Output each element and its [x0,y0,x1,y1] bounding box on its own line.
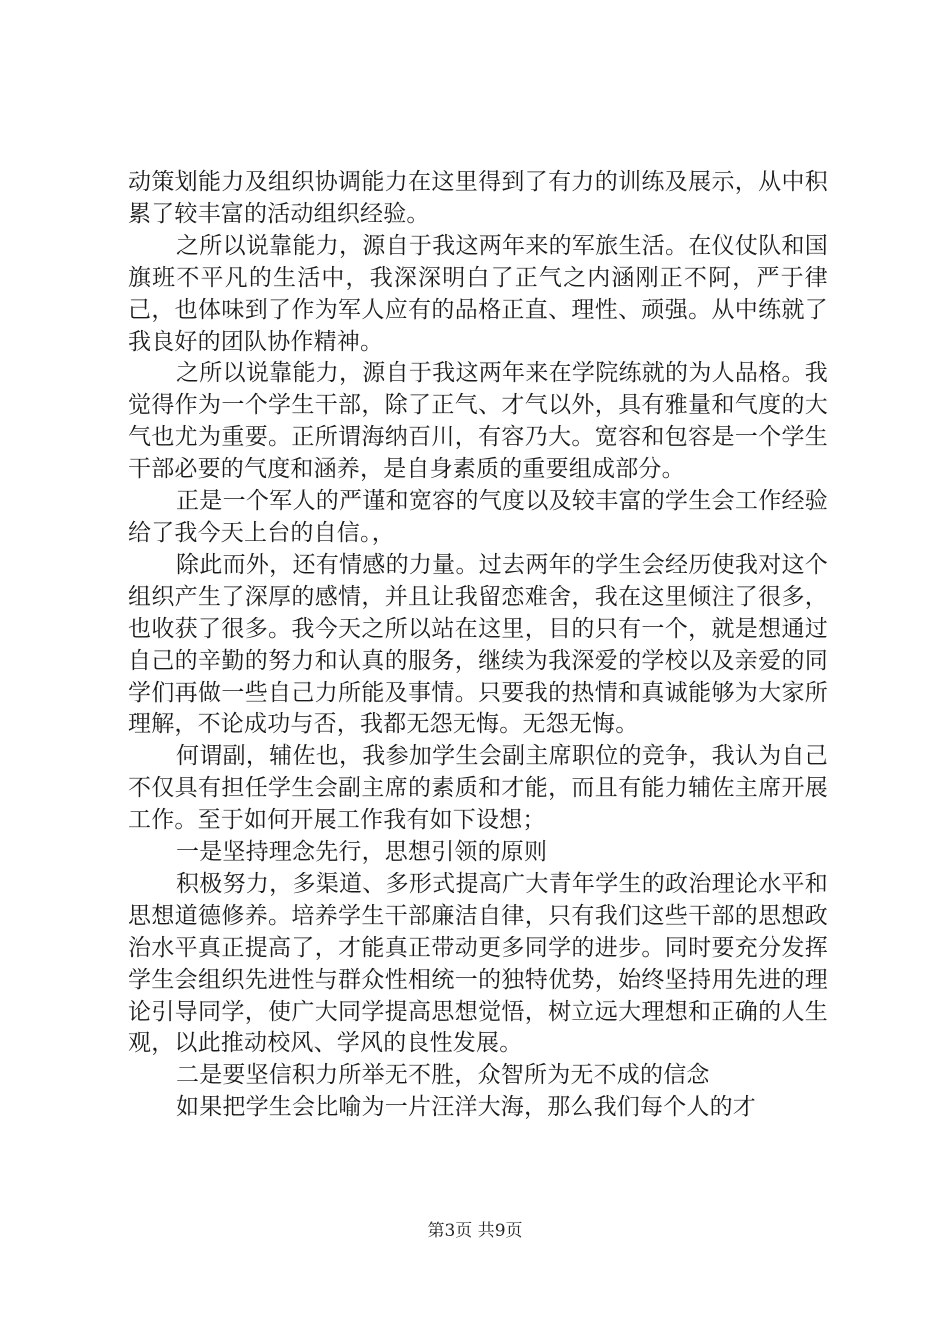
paragraph-4: 正是一个军人的严谨和宽容的气度以及较丰富的学生会工作经验给了我今天上台的自信。， [128,488,828,546]
paragraph-6: 何谓副，辅佐也，我参加学生会副主席职位的竞争，我认为自己不仅具有担任学生会副主席的素质和才能，而且有能力辅佐主席开展工作。至于如何开展工作我有如下设想； [128,743,828,834]
paragraph-7: 积极努力，多渠道、多形式提高广大青年学生的政治理论水平和思想道德修养。培养学生干部廉洁自律，只有我们这些干部的思想政治水平真正提高了，才能真正带动更多同学的进步。同时要充分发挥学生会组织先进性与群众性相统一的独特优势，始终坚持用先进的理论引导同学，使广大同学提高思想觉悟，树立远大理想和正确的人生观，以此推动校风、学风的良性发展。 [128,870,828,1057]
paragraph-3: 之所以说靠能力，源自于我这两年来在学院练就的为人品格。我觉得作为一个学生干部，除了正气、才气以外，具有雅量和气度的大气也尤为重要。正所谓海纳百川，有容乃大。宽容和包容是一个学生干部必要的气度和涵养，是自身素质的重要组成部分。 [128,360,828,483]
paragraph-2: 之所以说靠能力，源自于我这两年来的军旅生活。在仪仗队和国旗班不平凡的生活中，我深深明白了正气之内涵刚正不阿，严于律己，也体味到了作为军人应有的品格正直、理性、顽强。从中练就了我良好的团队协作精神。 [128,232,828,355]
paragraph-8: 如果把学生会比喻为一片汪洋大海，那么我们每个人的才 [176,1094,756,1121]
section-heading-2: 二是要坚信积力所举无不胜，众智所为无不成的信念 [176,1062,710,1089]
document-body [128,167,828,1124]
paragraph-5: 除此而外，还有情感的力量。过去两年的学生会经历使我对这个组织产生了深厚的感情，并且让我留恋难舍，我在这里倾注了很多，也收获了很多。我今天之所以站在这里，目的只有一个，就是想通过自己的辛勤的努力和认真的服务，继续为我深爱的学校以及亲爱的同学们再做一些自己力所能及事情。只要我的热情和真诚能够为大家所理解，不论成功与否，我都无怨无悔。无怨无悔。 [128,551,828,738]
section-heading-1: 一是坚持理念先行，思想引领的原则 [176,839,548,866]
page-number-footer: 第3页 共9页 [427,1221,523,1241]
paragraph-1: 动策划能力及组织协调能力在这里得到了有力的训练及展示，从中积累了较丰富的活动组织经验。 [128,169,828,227]
